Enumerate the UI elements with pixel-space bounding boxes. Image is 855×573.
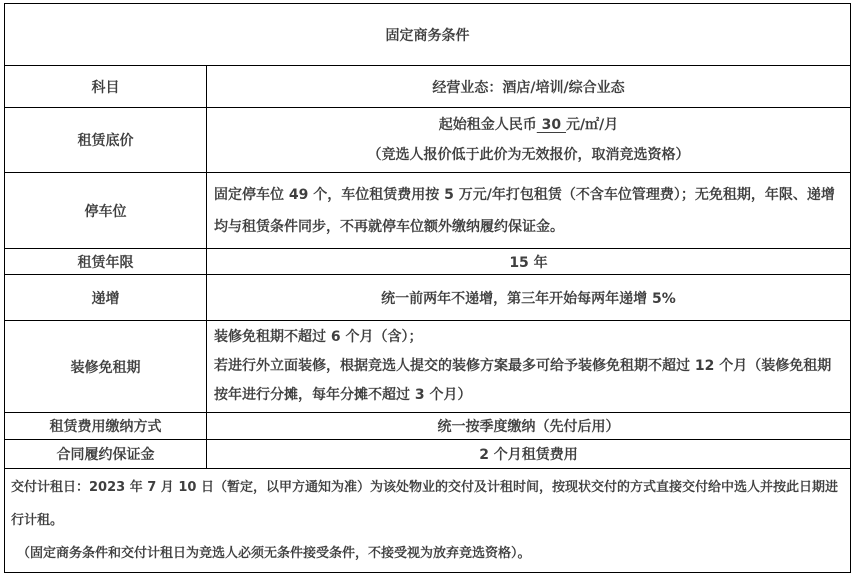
base-rent-prefix: 起始租金人民币 [438,117,537,133]
table-row [5,469,851,573]
table-row [5,321,851,413]
base-rent-suffix: 元/㎡/月 [566,117,619,133]
row-label-parking: 停车位 [5,173,207,249]
table-row [5,275,851,321]
parking-text: 固定停车位 49 个，车位租赁费用按 5 万元/年打包租赁（不含车位管理费）；无免租期，年限、递增均与租赁条件同步，不再就停车位额外缴纳履约保证金。 [214,186,835,235]
base-rent-line2: （竞选人报价低于此价为无效报价，取消竞选资格） [367,147,690,163]
base-rent-amount: 30 [536,117,566,133]
fixed-business-conditions-table [4,3,851,573]
base-rent-line1 [213,110,844,140]
footer-line2: （固定商务条件和交付计租日为竞选人必须无条件接受条件，不接受视为放弃竞选资格）。 [17,546,531,561]
table-row [5,66,851,108]
row-label-base-rent: 租赁底价 [5,108,207,173]
row-label-lease-term: 租赁年限 [5,249,207,275]
row-label-fitout-rent-free: 装修免租期 [5,321,207,413]
footer-line1: 交付计租日：2023 年 7 月 10 日（暂定，以甲方通知为准）为该处物业的交付及计租时间，按现状交付的方式直接交付给中选人并按此日期进行计租。 [11,480,838,528]
table-row [5,4,851,66]
row-value-deposit: 2 个月租赁费用 [207,440,851,469]
row-label-payment-method: 租赁费用缴纳方式 [5,413,207,440]
table-row [5,173,851,249]
fitout-line1: 装修免租期不超过 6 个月（含）； [214,329,423,345]
footer-note [5,469,851,573]
row-label-subject: 科目 [5,66,207,108]
row-value-subject: 经营业态：酒店/培训/综合业态 [207,66,851,108]
table-row [5,108,851,173]
row-label-deposit: 合同履约保证金 [5,440,207,469]
fitout-line2: 若进行外立面装修，根据竞选人提交的装修方案最多可给予装修免租期不超过 12 个月（装修免租期按年进行分摊，每年分摊不超过 3 个月） [214,358,832,403]
row-value-parking [207,173,851,249]
table-row [5,413,851,440]
row-value-base-rent [207,108,851,173]
row-value-lease-term: 15 年 [207,249,851,275]
row-value-payment-method: 统一按季度缴纳（先付后用） [207,413,851,440]
table-row [5,249,851,275]
row-value-fitout-rent-free [207,321,851,413]
table-title: 固定商务条件 [5,4,851,66]
row-label-escalation: 递增 [5,275,207,321]
table-row [5,440,851,469]
row-value-escalation: 统一前两年不递增，第三年开始每两年递增 5% [207,275,851,321]
